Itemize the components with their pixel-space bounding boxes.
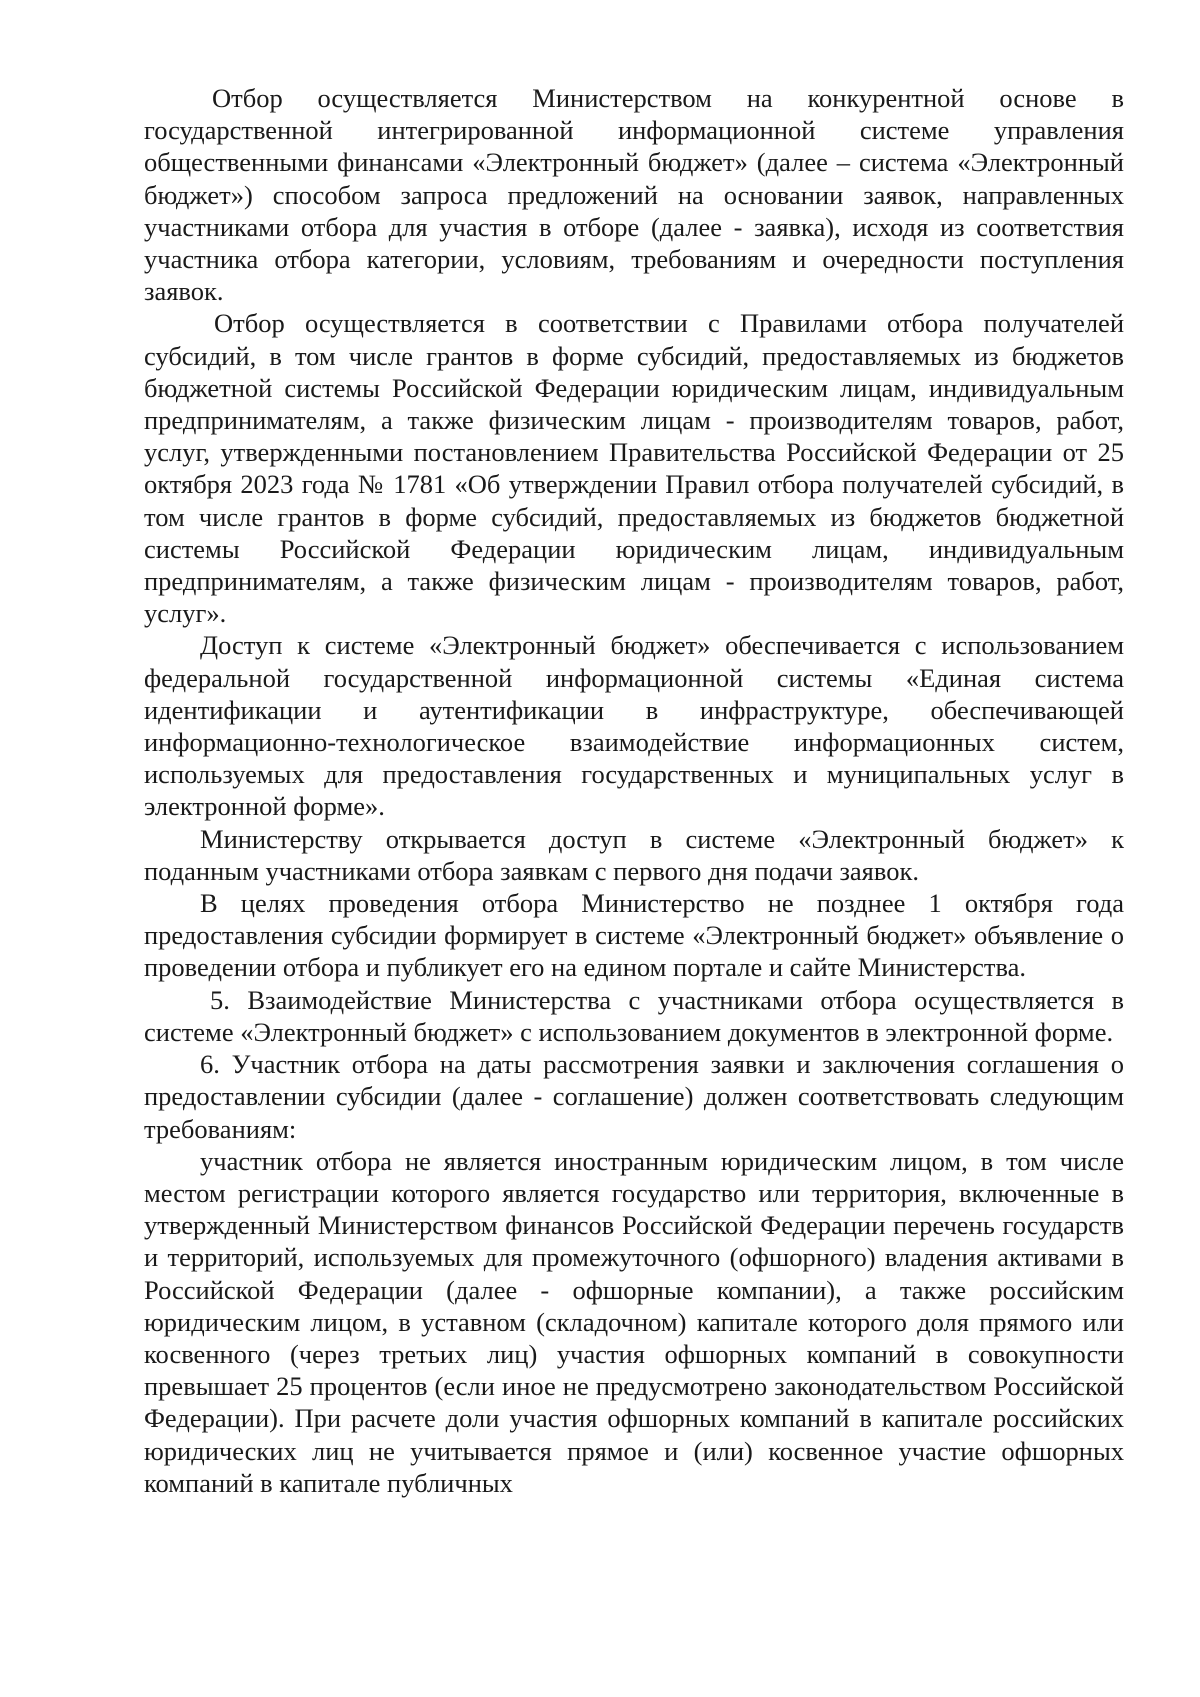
paragraph-item-5: 5. Взаимодействие Министерства с участниками отбора осуществляется в системе «Электронный бюджет» с использованием документов в электронной форме. <box>144 984 1124 1047</box>
paragraph-ministry-access: Министерству открывается доступ в системе «Электронный бюджет» к поданным участниками отбора заявкам с первого дня подачи заявок. <box>144 823 1124 886</box>
document-body <box>144 82 1124 1499</box>
paragraph-item-6: 6. Участник отбора на даты рассмотрения заявки и заключения соглашения о предоставлении субсидии (далее - соглашение) должен соответствовать следующим требованиям: <box>144 1049 1124 1144</box>
paragraph-selection-method: Отбор осуществляется Министерством на конкурентной основе в государственной интегрированной информационной системе управления общественными финансами «Электронный бюджет» (далее – система «Электронный бюджет») способом запроса предложений на основании заявок, направленных участниками отбора для участия в отборе (далее - заявка), исходя из соответствия участника отбора категории, условиям, требованиям и очередности поступления заявок. <box>144 83 1124 307</box>
paragraph-requirement-offshore: участник отбора не является иностранным юридическим лицом, в том числе местом регистрации которого является государство или территория, включенные в утвержденный Министерством финансов Российской Федерации перечень государств и территорий, используемых для промежуточного (офшорного) владения активами в Российской Федерации (далее - офшорные компании), а также российским юридическим лицом, в уставном (складочном) капитале которого доля прямого или косвенного (через третьих лиц) участия офшорных компаний в совокупности превышает 25 процентов (если иное не предусмотрено законодательством Российской Федерации). При расчете доли участия офшорных компаний в капитале российских юридических лиц не учитывается прямое и (или) косвенное участие офшорных компаний в капитале публичных <box>144 1145 1124 1498</box>
paragraph-selection-rules: Отбор осуществляется в соответствии с Правилами отбора получателей субсидий, в том числе грантов в форме субсидий, предоставляемых из бюджетов бюджетной системы Российской Федерации юридическим лицам, индивидуальным предпринимателям, а также физическим лицам - производителям товаров, работ, услуг, утвержденными постановлением Правительства Российской Федерации от 25 октября 2023 года № 1781 «Об утверждении Правил отбора получателей субсидий, в том числе грантов в форме субсидий, предоставляемых из бюджетов бюджетной системы Российской Федерации юридическим лицам, индивидуальным предпринимателям, а также физическим лицам - производителям товаров, работ, услуг». <box>144 308 1124 629</box>
paragraph-announcement: В целях проведения отбора Министерство не позднее 1 октября года предоставления субсидии формирует в системе «Электронный бюджет» объявление о проведении отбора и публикует его на едином портале и сайте Министерства. <box>144 888 1124 983</box>
paragraph-system-access: Доступ к системе «Электронный бюджет» обеспечивается с использованием федеральной государственной информационной системы «Единая система идентификации и аутентификации в инфраструктуре, обеспечивающей информационно-технологическое взаимодействие информационных систем, используемых для предоставления государственных и муниципальных услуг в электронной форме». <box>144 630 1124 822</box>
